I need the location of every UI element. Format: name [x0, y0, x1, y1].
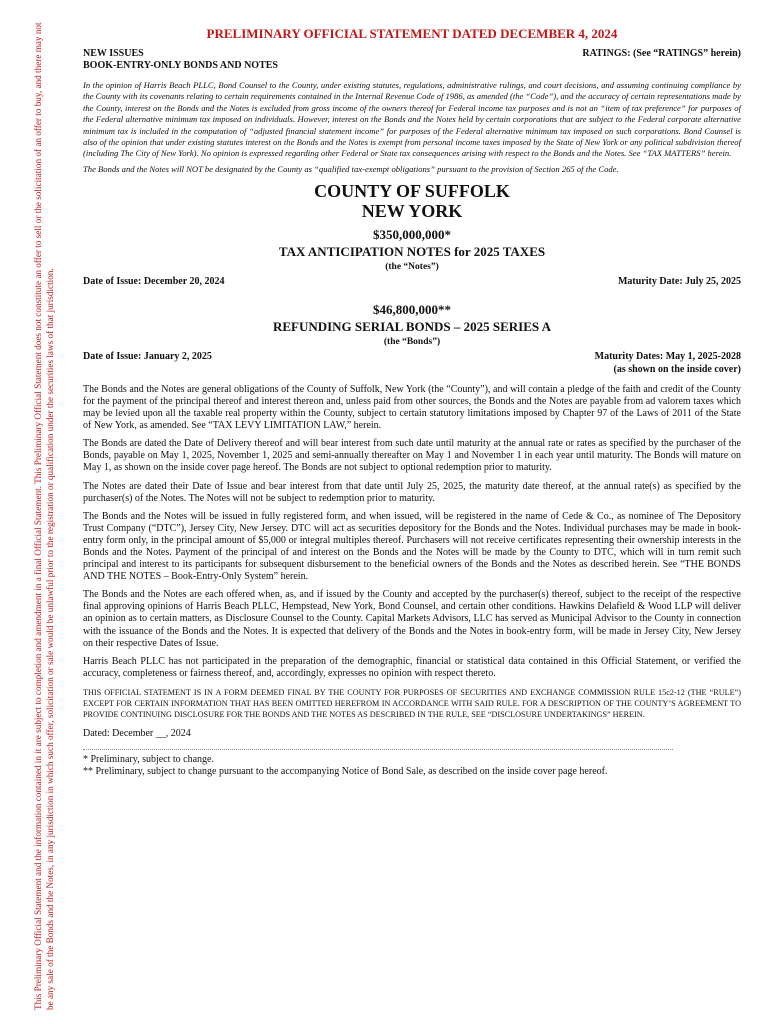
notes-dates-row	[83, 275, 741, 288]
new-issues-label: NEW ISSUES	[83, 48, 144, 59]
book-entry-paragraph: The Bonds and the Notes will be issued in fully registered form, and when issued, will be registered in the name of Cede & Co., as nominee of The Depository Trust Company (“DTC”), Jersey City, New Jersey. DTC will act as securities depository for the Bonds and the Notes. Individual purchases may be made in book-entry form only, in the principal amount of $5,000 or integral multiples thereof. Purchasers will not receive certificates representing their ownership interests in the Bonds and the Notes. Payment of the principal of and interest on the Bonds and the Notes will be made by the County to DTC, which will in turn remit such principal and interest to its participants for subsequent disbursement to the beneficial owners of the Bonds and the Notes as described herein. See “THE BONDS AND THE NOTES – Book-Entry-Only System” herein.	[83, 510, 741, 583]
ratings-label: RATINGS: (See “RATINGS” herein)	[582, 48, 741, 59]
notes-title: TAX ANTICIPATION NOTES for 2025 TAXES	[278, 243, 546, 259]
book-entry-label: BOOK-ENTRY-ONLY BONDS AND NOTES	[83, 60, 278, 71]
header-row	[83, 48, 741, 60]
footnote-single-asterisk: * Preliminary, subject to change.	[83, 753, 214, 765]
bonds-title: REFUNDING SERIAL BONDS – 2025 SERIES A	[272, 318, 552, 334]
preliminary-disclaimer-side-notice: This Preliminary Official Statement and the information contained in it are subject to completion and amendment in a final Official Statement. This Preliminary Official Statement does not constitute an offer to sell or the solicitation of an offer to buy, and there may not be any sale of the Bonds and the Notes, in any jurisdiction in which such offer, solicitation or sale would be unlawful prior to the registration or qualification under the securities laws of that jurisdiction.	[33, 22, 55, 1010]
footnote-double-asterisk: ** Preliminary, subject to change pursuant to the accompanying Notice of Bond Sale, as described on the inside cover page hereof.	[83, 766, 608, 778]
official-statement-cover	[83, 26, 741, 779]
book-entry-row	[83, 60, 741, 72]
bonds-maturity-note: (as shown on the inside cover)	[613, 363, 741, 375]
dated-line: Dated: December __, 2024	[83, 727, 191, 739]
issuer-county: COUNTY OF SUFFOLK	[314, 180, 510, 201]
bonds-date-of-issue: Date of Issue: January 2, 2025	[83, 350, 212, 362]
issuer-state: NEW YORK	[361, 200, 463, 221]
bonds-maturity-dates: Maturity Dates: May 1, 2025-2028	[594, 350, 741, 362]
notes-interest-paragraph: The Notes are dated their Date of Issue and bear interest from that date until July 25, 2025, the maturity date thereof, at the annual rate(s) as specified by the purchaser(s) of the Notes. The Notes will not be subject to redemption prior to maturity.	[83, 480, 741, 504]
preliminary-title: PRELIMINARY OFFICIAL STATEMENT DATED DECEMBER 4, 2024	[206, 26, 618, 41]
notes-amount: $350,000,000*	[373, 226, 451, 242]
counsel-disclaimer-paragraph: Harris Beach PLLC has not participated in the preparation of the demographic, financial or statistical data contained in this Official Statement, or verified the accuracy, completeness or fairness thereof, and, accordingly, expresses no opinion with respect thereto.	[83, 655, 741, 679]
bonds-short-name: (the “Bonds”)	[383, 336, 441, 347]
security-paragraph: The Bonds and the Notes are general obligations of the County of Suffolk, New York (the “County”), and will contain a pledge of the faith and credit of the County for the payment of the principal thereof and interest thereon and, unless paid from other sources, the Bonds and the Notes are payable from ad valorem taxes which may be levied upon all the taxable real property within the County, subject to certain statutory limitations imposed by Chapter 97 of the Laws of 2011 of the State of New York, as amended. See “TAX LEVY LIMITATION LAW,” herein.	[83, 383, 741, 432]
bonds-maturity-block	[595, 350, 741, 376]
bonds-amount: $46,800,000**	[373, 301, 451, 317]
notes-maturity-date: Maturity Date: July 25, 2025	[617, 275, 741, 287]
footnote-divider	[83, 749, 673, 750]
tax-opinion-paragraph: In the opinion of Harris Beach PLLC, Bond Counsel to the County, under existing statutes, regulations, administrative rulings, and court decisions, and assuming continuing compliance by the County with its covenants relating to certain requirements contained in the Internal Revenue Code of 1986, as amended (the “Code”), and the accuracy of certain representations made by the County, interest on the Bonds and the Notes is excluded from gross income of the owners thereof for Federal income tax purposes and is not an “item of tax preference” for purposes of the Federal alternative minimum tax imposed on individuals. However, interest on the Bonds and the Notes held by certain corporations that are subject to the Federal corporate alternative minimum tax is included in the computation of “adjusted financial statement income” for purposes of the Federal alternative minimum tax imposed on such corporations. Bond Counsel is also of the opinion that under existing statutes interest on the Bonds and the Notes is exempt from personal income taxes imposed by the State of New York or any political subdivision thereof (including The City of New York). No opinion is expressed regarding other Federal or State tax consequences arising with respect to the Bonds and the Notes. See “TAX MATTERS” herein.	[83, 80, 741, 159]
notes-short-name: (the “Notes”)	[385, 261, 439, 272]
issuer-name	[83, 181, 741, 221]
bonds-dates-row	[83, 350, 741, 376]
deemed-final-paragraph: THIS OFFICIAL STATEMENT IS IN A FORM DEEMED FINAL BY THE COUNTY FOR PURPOSES OF SECURITIES AND EXCHANGE COMMISSION RULE 15c2-12 (THE “RULE”) EXCEPT FOR CERTAIN INFORMATION THAT HAS BEEN OMITTED HEREFROM IN ACCORDANCE WITH SAID RULE. FOR A DESCRIPTION OF THE COUNTY’S AGREEMENT TO PROVIDE CONTINUING DISCLOSURE FOR THE BONDS AND THE NOTES AS DESCRIBED IN THE RULE, SEE “DISCLOSURE UNDERTAKINGS” HEREIN.	[83, 687, 741, 719]
designation-paragraph: The Bonds and the Notes will NOT be designated by the County as “qualified tax-exempt obligations” pursuant to the provision of Section 265 of the Code.	[83, 163, 619, 174]
bonds-interest-paragraph: The Bonds are dated the Date of Delivery thereof and will bear interest from such date until maturity at the annual rate or rates as specified by the purchaser of the Bonds, payable on May 1, 2025, November 1, 2025 and semi-annually thereafter on May 1 and November 1 in each year until maturity. The Bonds will mature on May 1, as shown on the inside cover page hereof. The Bonds are not subject to optional redemption prior to maturity.	[83, 438, 741, 474]
offering-paragraph: The Bonds and the Notes are each offered when, as, and if issued by the County and accepted by the purchaser(s) thereof, subject to the receipt of the respective final approving opinions of Harris Beach PLLC, Hempstead, New York, Bond Counsel, and certain other conditions. Hawkins Delafield & Wood LLP will deliver an opinion as to certain matters, as Disclosure Counsel to the County. Capital Markets Advisors, LLC has served as Municipal Advisor to the County in connection with the issuance of the Bonds and the Notes. It is expected that delivery of the Bonds and the Notes in book-entry form, will be made in Jersey City, New Jersey on their respective Dates of Issue.	[83, 589, 741, 649]
notes-date-of-issue: Date of Issue: December 20, 2024	[83, 275, 225, 287]
